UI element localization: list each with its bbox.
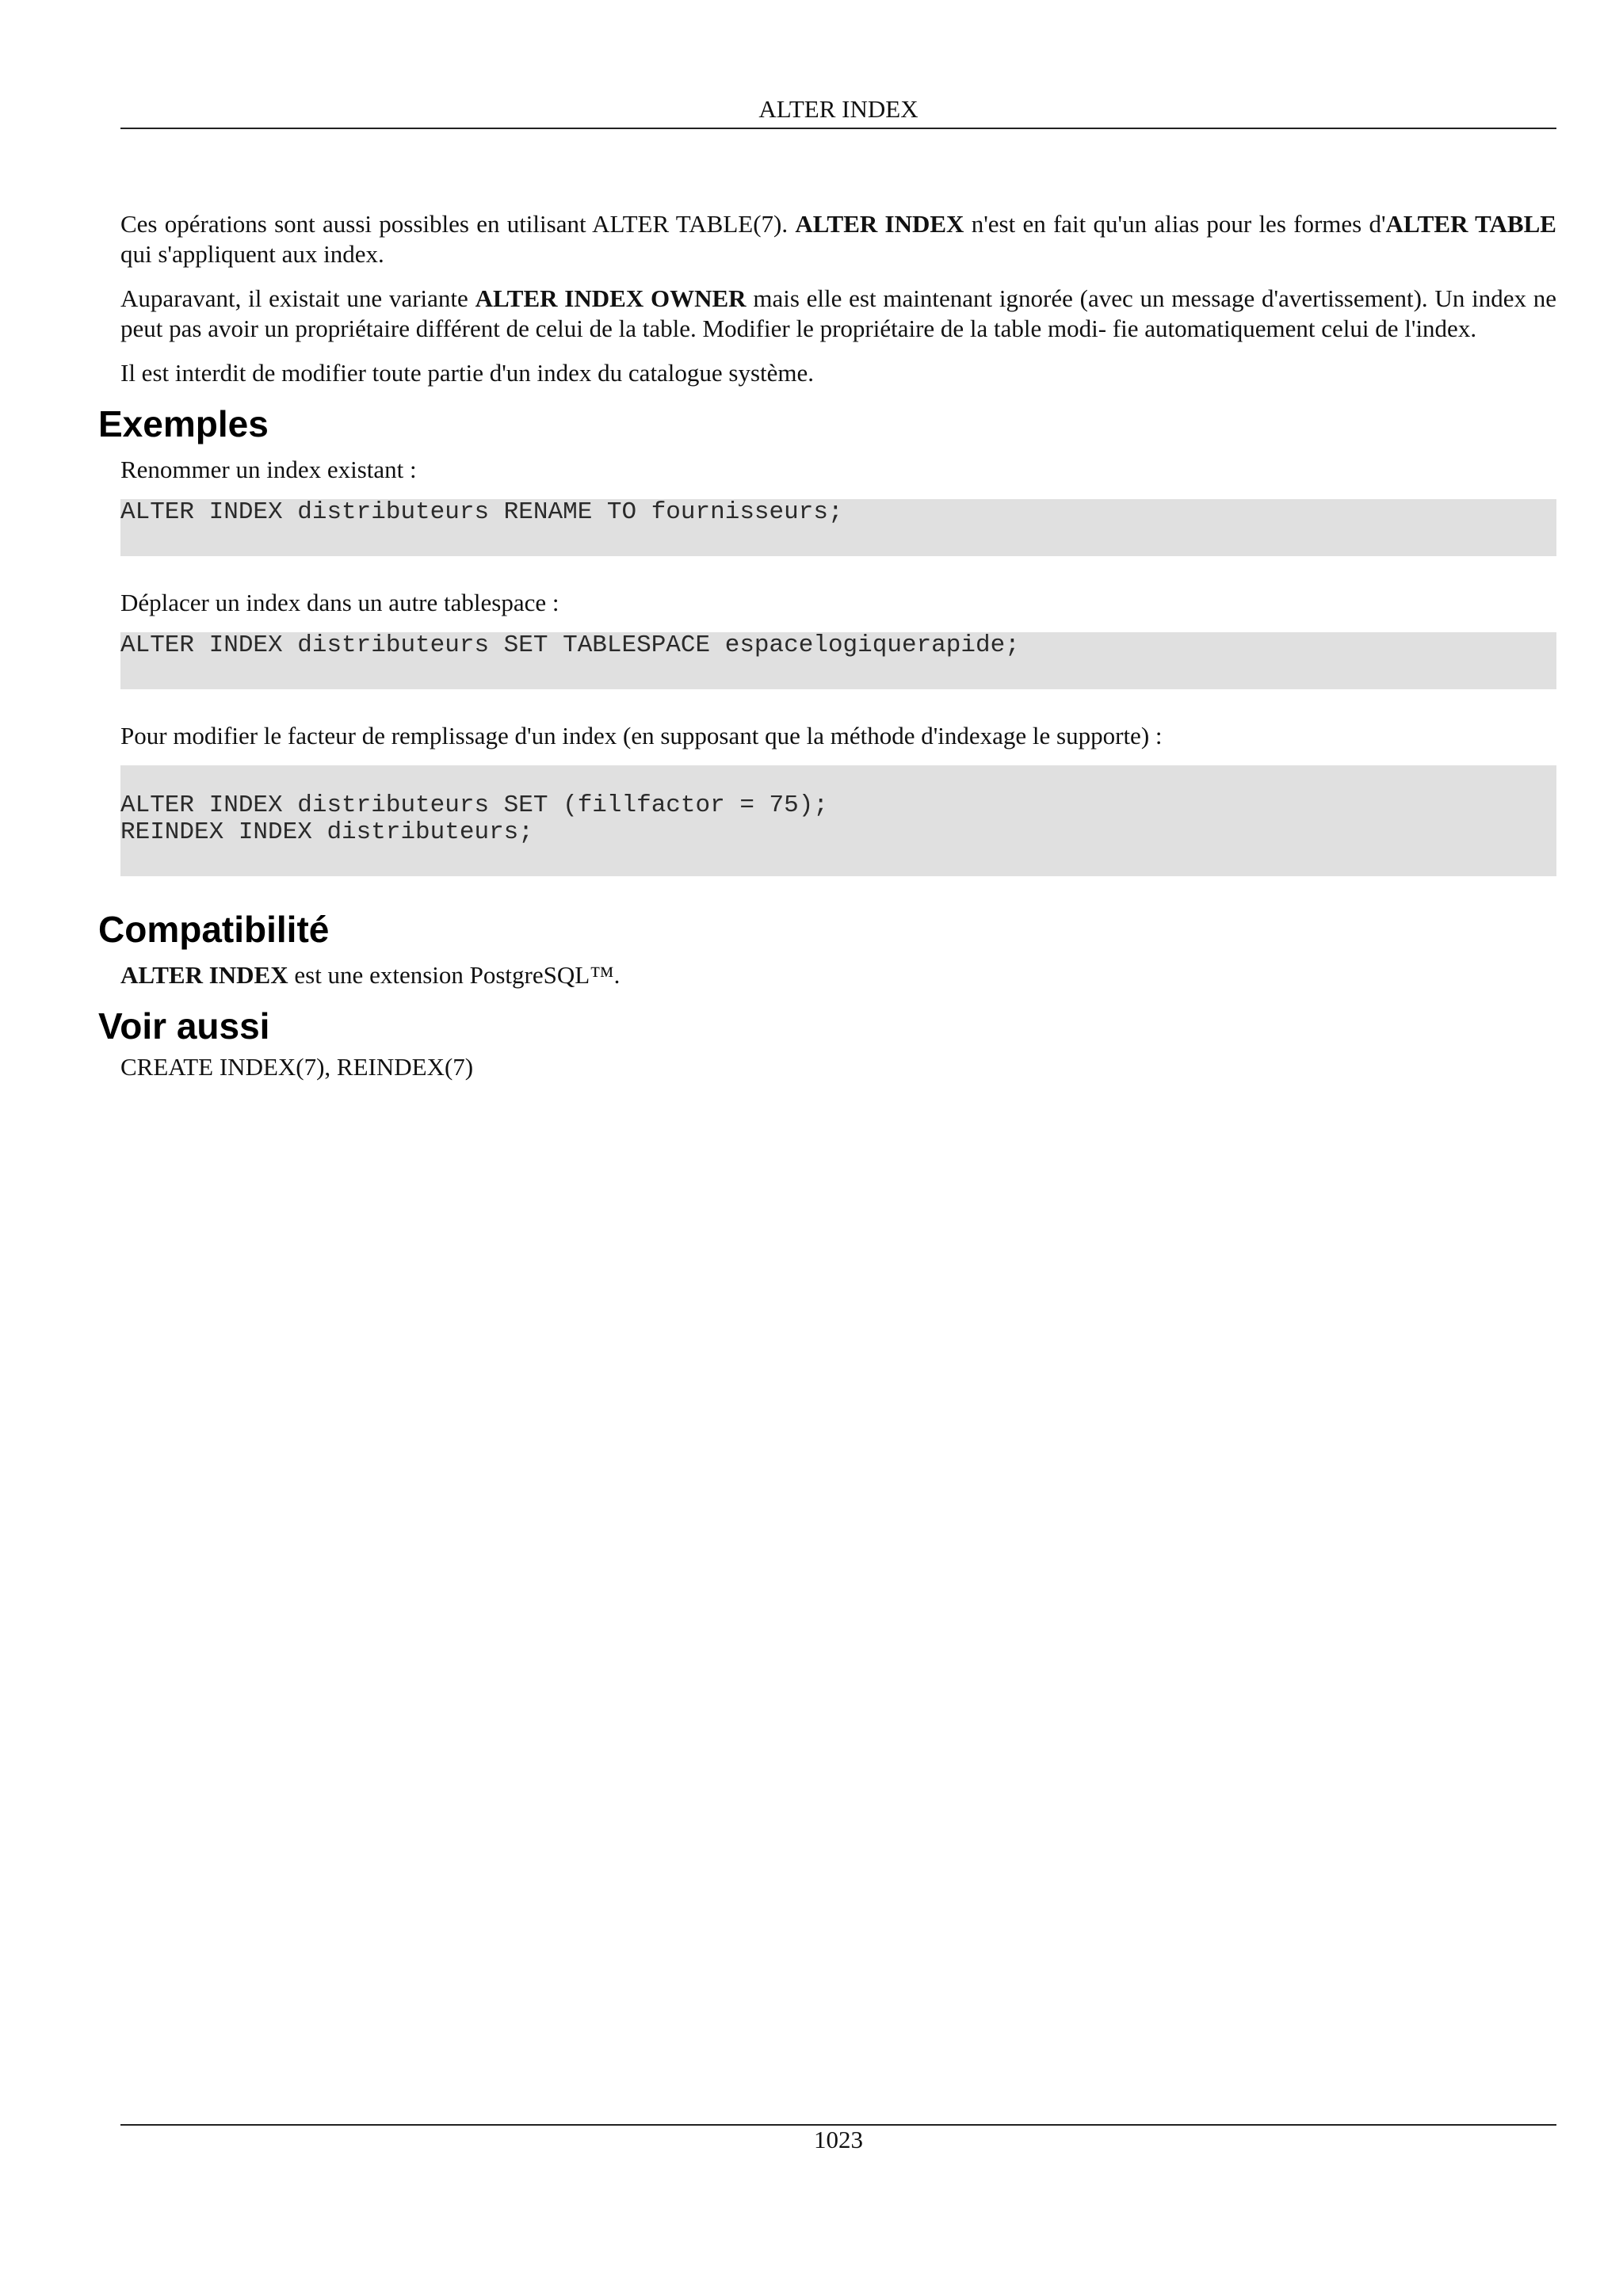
code-line: ALTER INDEX distributeurs RENAME TO fournisseurs; — [120, 498, 843, 526]
code-line: ALTER INDEX distributeurs SET (fillfactor = 75); — [120, 791, 828, 819]
intro-paragraph-2 — [120, 284, 1556, 344]
example-1-label: Renommer un index existant : — [120, 456, 417, 483]
running-header: ALTER INDEX — [758, 95, 918, 123]
intro-p2-text-b: mais elle est maintenant ignorée (avec un message d'avertissement). Un index ne peut pas avoir un propriétaire différent de celui de la table. Modifier le propriétaire de la table modi- fie automatiquement celui de l'index. — [120, 284, 1556, 342]
compat-paragraph — [120, 960, 1556, 990]
example-3-label: Pour modifier le facteur de remplissage d'un index (en supposant que la méthode d'indexage le supporte) : — [120, 722, 1163, 749]
example-3-code-block — [120, 765, 1556, 876]
intro-p2-text-a: Auparavant, il existait une variante — [120, 284, 475, 312]
intro-paragraph-3: Il est interdit de modifier toute partie d'un index du catalogue système. — [120, 359, 815, 387]
compat-bold-alter-index: ALTER INDEX — [120, 961, 288, 989]
intro-p1-text-a: Ces opérations sont aussi possibles en utilisant ALTER TABLE(7). — [120, 210, 796, 238]
section-heading-exemples: Exemples — [98, 403, 269, 444]
intro-p1-bold-alter-table: ALTER TABLE — [1385, 210, 1556, 238]
intro-p1-text-c: qui s'appliquent aux index. — [120, 240, 384, 268]
example-2-label: Déplacer un index dans un autre tablespace : — [120, 589, 559, 616]
section-heading-compatibilite: Compatibilité — [98, 909, 330, 950]
intro-p2-bold-owner: ALTER INDEX OWNER — [475, 284, 747, 312]
code-line: REINDEX INDEX distributeurs; — [120, 818, 533, 846]
intro-p1-bold-alter-index: ALTER INDEX — [795, 210, 964, 238]
header-rule — [120, 128, 1556, 129]
page-number: 1023 — [814, 2126, 863, 2153]
code-line: ALTER INDEX distributeurs SET TABLESPACE espacelogiquerapide; — [120, 631, 1020, 659]
page-content — [98, 209, 1556, 1097]
see-also-references: CREATE INDEX(7), REINDEX(7) — [120, 1053, 474, 1081]
compat-text: est une extension PostgreSQL™. — [288, 961, 621, 989]
intro-p1-text-b: n'est en fait qu'un alias pour les formes d' — [964, 210, 1386, 238]
intro-paragraph-1 — [120, 209, 1556, 269]
section-heading-voir-aussi: Voir aussi — [98, 1005, 270, 1047]
example-2-code-block — [120, 632, 1556, 689]
example-1-code-block — [120, 499, 1556, 556]
